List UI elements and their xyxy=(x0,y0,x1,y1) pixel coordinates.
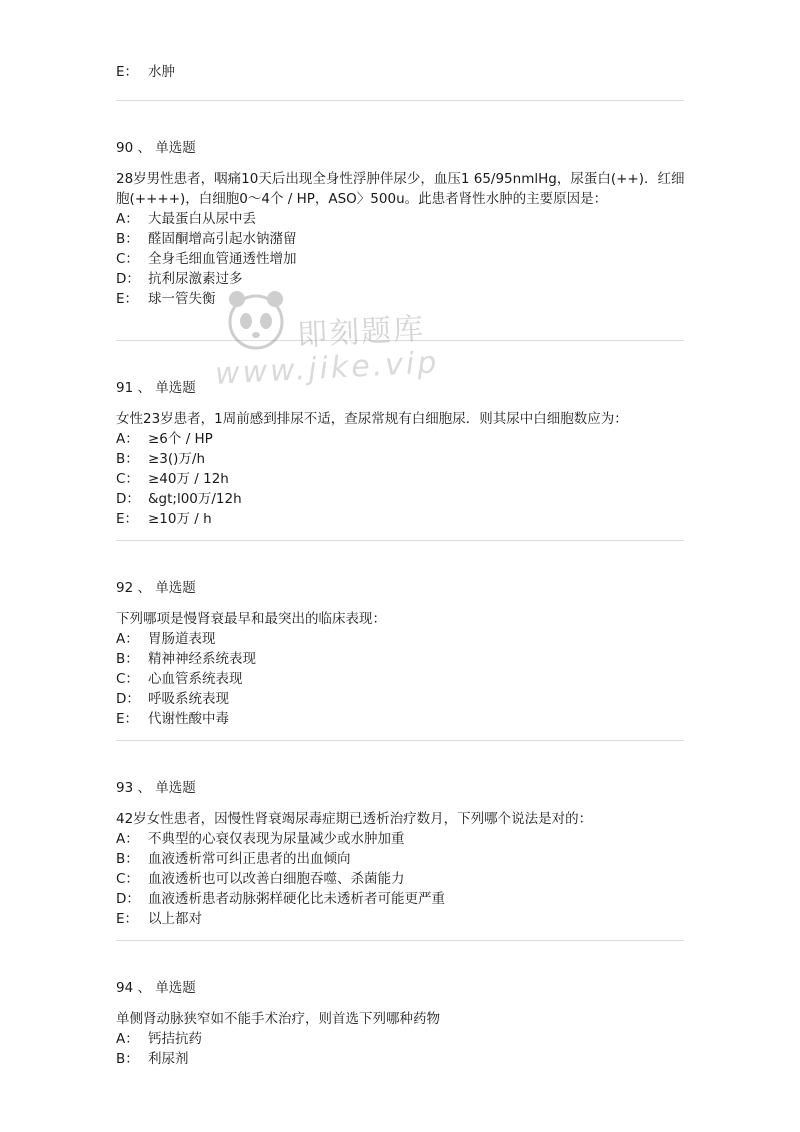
question-header: 94 、 单选题 xyxy=(116,980,196,996)
option-text: 以上都对 xyxy=(148,911,202,927)
option-letter: D： xyxy=(116,271,140,287)
option-letter: E： xyxy=(116,64,139,80)
option-text: 利尿剂 xyxy=(148,1051,189,1067)
question-divider xyxy=(116,740,684,741)
question-stem: 28岁男性患者，咽痛10天后出现全身性浮肿伴尿少，血压1 65/95nmlHg，尿蛋白(++)．红细胞(++++)，白细胞0～4个 / HP，ASO〉500u。此患者肾性水肿的主要原因是： xyxy=(116,171,685,207)
option-letter: E： xyxy=(116,291,139,307)
option-letter: B： xyxy=(116,231,139,247)
option-letter: D： xyxy=(116,891,140,907)
option-text: ≥6个 / HP xyxy=(148,431,213,447)
option-letter: A： xyxy=(116,211,139,227)
option-e xyxy=(116,909,686,929)
option-letter: A： xyxy=(116,631,139,647)
option-d xyxy=(116,889,686,909)
option-text: ≥3()万/h xyxy=(148,451,206,467)
question-93 xyxy=(116,778,686,929)
option-text: 不典型的心衰仅表现为尿量减少或水肿加重 xyxy=(148,831,405,847)
option-letter: E： xyxy=(116,511,139,527)
option-letter: B： xyxy=(116,651,139,667)
option-text: 球一管失衡 xyxy=(148,291,216,307)
question-header: 93 、 单选题 xyxy=(116,780,196,796)
option-a xyxy=(116,829,686,849)
option-text: ≥40万 / 12h xyxy=(148,471,229,487)
option-e xyxy=(116,289,686,309)
option-letter: E： xyxy=(116,911,139,927)
option-letter: B： xyxy=(116,1051,139,1067)
option-text: ≥10万 / h xyxy=(148,511,212,527)
question-header: 91 、 单选题 xyxy=(116,380,196,396)
option-a xyxy=(116,209,686,229)
option-text: 大最蛋白从尿中丢 xyxy=(148,211,256,227)
option-b xyxy=(116,229,686,249)
question-94 xyxy=(116,978,686,1069)
watermark-brand: 即刻题库 xyxy=(296,311,427,354)
option-a xyxy=(116,429,686,449)
option-text: 血液透析常可纠正患者的出血倾向 xyxy=(148,851,351,867)
option-text: 血液透析患者动脉粥样硬化比未透析者可能更严重 xyxy=(148,891,445,907)
watermark-url: www.jike.vip xyxy=(214,345,441,392)
question-header: 92 、 单选题 xyxy=(116,580,196,596)
option-text: 钙拮抗药 xyxy=(148,1031,202,1047)
question-90 xyxy=(116,138,686,309)
option-c xyxy=(116,869,686,889)
option-c xyxy=(116,249,686,269)
option-text: 血液透析也可以改善白细胞吞噬、杀菌能力 xyxy=(148,871,405,887)
option-letter: C： xyxy=(116,251,139,267)
option-d xyxy=(116,269,686,289)
option-c xyxy=(116,669,686,689)
option-b xyxy=(116,1049,686,1069)
option-text: 醛固酮增高引起水钠潴留 xyxy=(148,231,297,247)
prev-question-option-e xyxy=(116,62,175,82)
option-letter: D： xyxy=(116,691,140,707)
option-a xyxy=(116,1029,686,1049)
option-letter: A： xyxy=(116,1031,139,1047)
option-letter: C： xyxy=(116,871,139,887)
option-d xyxy=(116,489,686,509)
question-stem: 女性23岁患者，1周前感到排尿不适，查尿常规有白细胞尿．则其尿中白细胞数应为： xyxy=(116,411,628,427)
question-divider xyxy=(116,940,684,941)
question-stem: 下列哪项是慢肾衰最早和最突出的临床表现： xyxy=(116,611,386,627)
option-text: 全身毛细血管通透性增加 xyxy=(148,251,297,267)
option-letter: B： xyxy=(116,451,139,467)
option-a xyxy=(116,629,686,649)
option-letter: B： xyxy=(116,851,139,867)
question-92 xyxy=(116,578,686,729)
option-c xyxy=(116,469,686,489)
option-text: 精神神经系统表现 xyxy=(148,651,256,667)
question-divider xyxy=(116,100,684,101)
option-text: 抗利尿激素过多 xyxy=(148,271,243,287)
option-letter: E： xyxy=(116,711,139,727)
option-b xyxy=(116,849,686,869)
question-divider xyxy=(116,540,684,541)
option-e xyxy=(116,709,686,729)
option-letter: A： xyxy=(116,431,139,447)
option-e xyxy=(116,509,686,529)
option-text: 呼吸系统表现 xyxy=(148,691,229,707)
option-text: &gt;l00万/12h xyxy=(148,491,242,507)
option-text: 代谢性酸中毒 xyxy=(148,711,229,727)
question-divider xyxy=(116,340,684,341)
option-text: 胃肠道表现 xyxy=(148,631,216,647)
option-letter: C： xyxy=(116,471,139,487)
option-text: 水肿 xyxy=(148,64,175,80)
option-letter: C： xyxy=(116,671,139,687)
option-b xyxy=(116,449,686,469)
question-header: 90 、 单选题 xyxy=(116,140,196,156)
question-91 xyxy=(116,378,686,529)
option-letter: D： xyxy=(116,491,140,507)
question-stem: 42岁女性患者，因慢性肾衰竭尿毒症期已透析治疗数月，下列哪个说法是对的： xyxy=(116,811,593,827)
option-text: 心血管系统表现 xyxy=(148,671,243,687)
option-d xyxy=(116,689,686,709)
option-letter: A： xyxy=(116,831,139,847)
option-b xyxy=(116,649,686,669)
question-stem: 单侧肾动脉狭窄如不能手术治疗，则首选下列哪种药物 xyxy=(116,1011,440,1027)
